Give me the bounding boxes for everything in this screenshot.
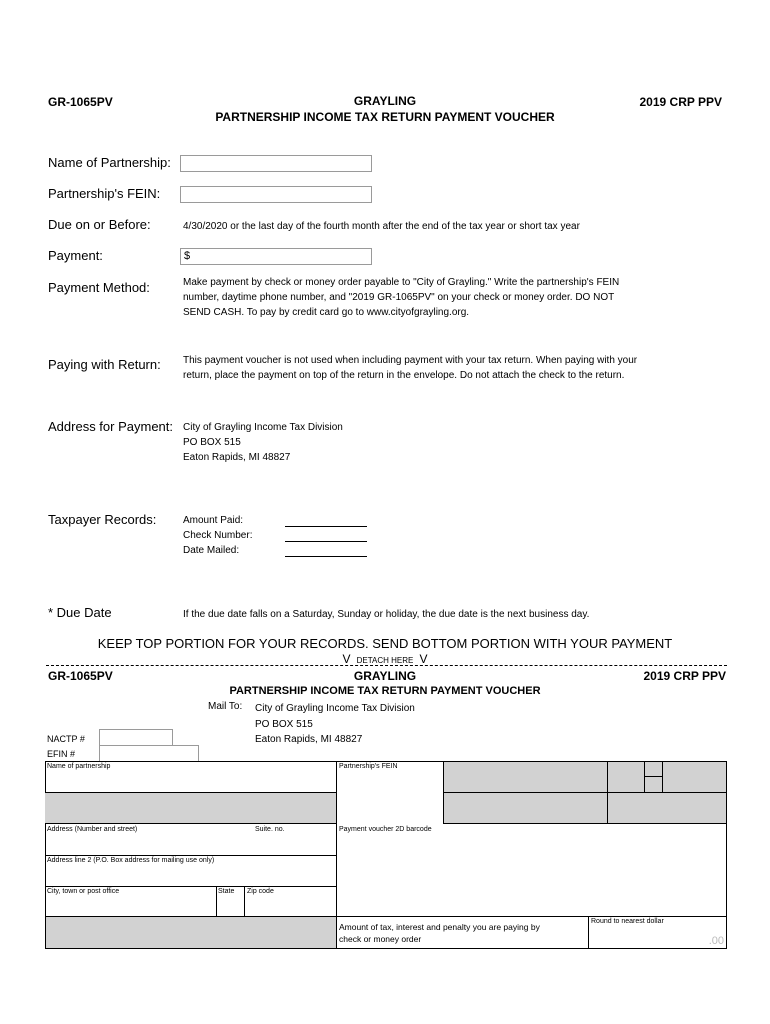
address-line-2-input[interactable] [46,865,336,886]
amount-label-line: Amount of tax, interest and penalty you are paying by [339,922,540,932]
partnership-name-input[interactable] [45,792,337,824]
mail-to-label: Mail To: [208,701,243,712]
keep-top-portion-text: KEEP TOP PORTION FOR YOUR RECORDS. SEND BOTTOM PORTION WITH YOUR PAYMENT [97,636,673,651]
nactp-input[interactable] [99,729,173,746]
col-divider [216,886,217,917]
city-input[interactable] [46,896,216,916]
taxpayer-records-label: Taxpayer Records: [48,512,157,527]
date-mailed-line[interactable] [285,556,367,557]
name-of-partnership-label: Name of Partnership: [48,155,171,170]
paying-with-return-label: Paying with Return: [48,357,161,372]
detach-line [46,665,727,666]
due-date-text: 4/30/2020 or the last day of the fourth month after the end of the tax year or short tax year [183,221,580,232]
form-code: GR-1065PV [48,95,113,109]
name-of-partnership-input[interactable] [180,155,372,172]
fein-label: Partnership's FEIN: [48,186,161,201]
payment-address [183,420,343,465]
amount-label [339,921,540,945]
gray-divider [662,761,663,792]
check-number-label: Check Number: [183,530,253,541]
state-label: State [218,888,235,895]
arrow-down-icon: V [342,652,351,666]
form-title: PARTNERSHIP INCOME TAX RETURN PAYMENT VOUCHER [215,110,555,124]
suite-label: Suite. no. [255,826,285,833]
mail-address-line: PO BOX 515 [255,718,313,730]
city-name: GRAYLING [353,94,417,108]
paying-with-return-text [183,353,637,383]
due-date-note-label: * Due Date [48,605,112,620]
amount-paid-label: Amount Paid: [183,515,244,526]
paying-line: This payment voucher is not used when including payment with your tax return. When paying with your [183,355,638,366]
address-line-2-label: Address line 2 (P.O. Box address for mailing use only) [47,857,215,864]
date-mailed-label: Date Mailed: [183,545,240,556]
amount-label-line: check or money order [339,934,422,944]
payment-input[interactable] [180,248,372,265]
mail-to-address [255,701,415,748]
detach-here [0,652,770,666]
voucher-city: GRAYLING [353,669,417,683]
check-number-line[interactable] [285,541,367,542]
due-date-label: Due on or Before: [48,217,151,232]
voucher-form-code: GR-1065PV [48,669,113,683]
fein-input[interactable] [180,186,372,203]
mail-address-line: City of Grayling Income Tax Division [255,703,415,714]
row-divider [45,886,337,887]
row-divider [45,855,337,856]
nactp-label: NACTP # [47,734,85,744]
fein-cell-input[interactable] [337,772,443,822]
zip-label: Zip code [247,888,274,895]
gray-bottom-left [45,916,337,949]
gray-divider [443,792,727,793]
col-divider [244,886,245,917]
city-label: City, town or post office [47,888,120,895]
payment-method-label: Payment Method: [48,280,150,295]
payment-label: Payment: [48,248,103,263]
gray-divider [644,776,662,777]
arrow-down-icon: V [419,652,428,666]
efin-input[interactable] [99,745,199,762]
mail-address-line: Eaton Rapids, MI 48827 [255,734,363,745]
payment-method-line: Make payment by check or money order payable to "City of Grayling." Write the partnership's FEIN [183,277,620,288]
address-for-payment-label: Address for Payment: [48,419,173,434]
voucher-title: PARTNERSHIP INCOME TAX RETURN PAYMENT VOUCHER [229,685,541,697]
fein-cell-label: Partnership's FEIN [339,763,398,770]
dollar-sign: $ [184,250,191,262]
street-address-label: Address (Number and street) [47,826,138,833]
name-of-partnership-cell-label: Name of partnership [47,763,111,770]
amount-input[interactable] [589,926,726,948]
amount-paid-line[interactable] [285,526,367,527]
round-label: Round to nearest dollar [591,918,664,925]
amount-row-divider [336,916,727,917]
due-date-note-text: If the due date falls on a Saturday, Sunday or holiday, the due date is the next business day. [183,609,590,620]
paying-line: return, place the payment on top of the return in the envelope. Do not attach the check to the return. [183,370,625,381]
address-line: City of Grayling Income Tax Division [183,422,343,433]
year-code: 2019 CRP PPV [639,95,722,109]
address-line: PO BOX 515 [183,437,241,448]
cents-placeholder: .00 [708,935,724,947]
voucher-year-code: 2019 CRP PPV [643,669,726,683]
payment-method-line: SEND CASH. To pay by credit card go to www.cityofgrayling.org. [183,307,470,318]
barcode-label: Payment voucher 2D barcode [339,826,432,833]
payment-method-text [183,275,619,320]
street-address-input[interactable] [46,834,336,855]
records-labels [183,513,252,558]
detach-label: DETACH HERE [356,656,414,665]
efin-label: EFIN # [47,749,76,759]
address-line: Eaton Rapids, MI 48827 [183,452,291,463]
payment-method-line: number, daytime phone number, and "2019 GR-1065PV" on your check or money order. DO NOT [183,292,615,303]
